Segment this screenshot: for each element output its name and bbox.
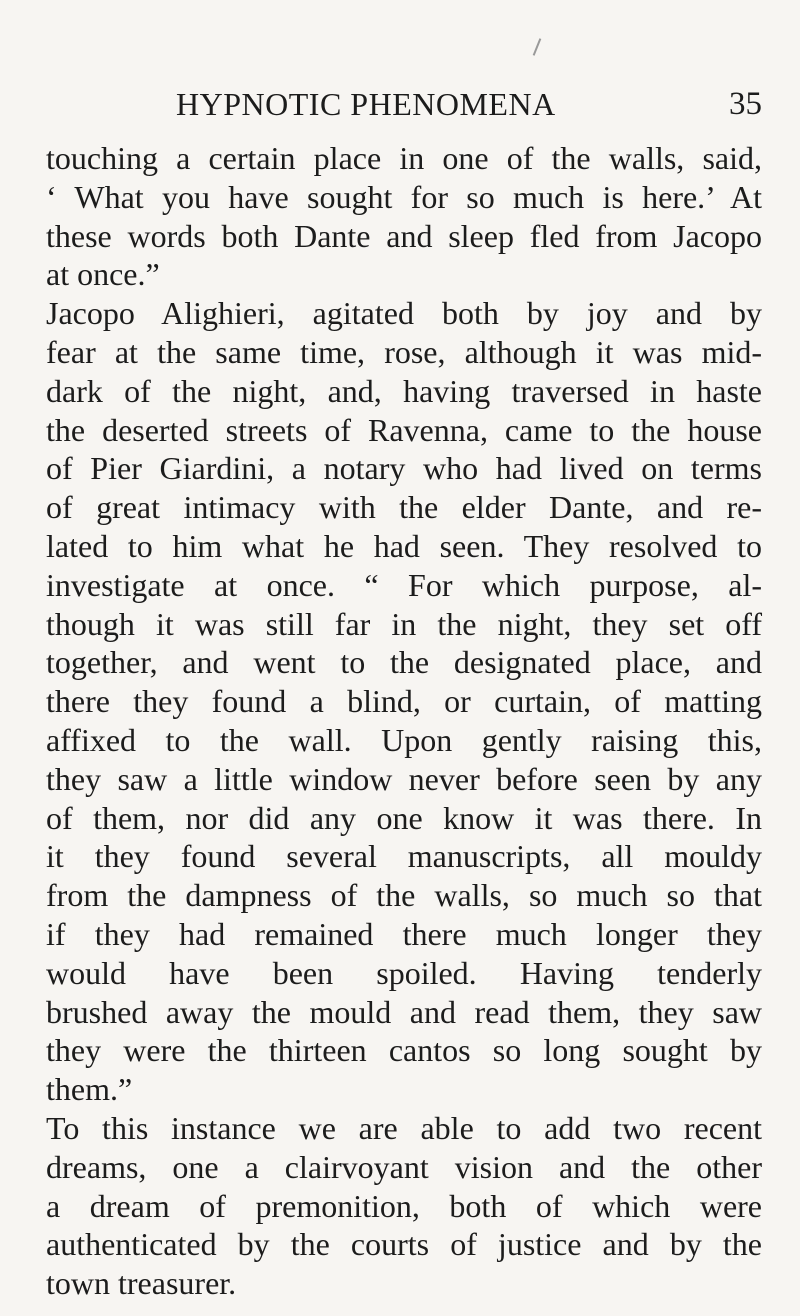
text-line: touching a certain place in one of the walls, said,: [46, 140, 762, 176]
text-line: ‘ What you have sought for so much is here.’ At: [46, 178, 762, 215]
text-line: the deserted streets of Ravenna, came to the house: [46, 411, 762, 448]
text-line: fear at the same time, rose, although it was mid-: [46, 333, 762, 370]
text-line: a dream of premonition, both of which were: [46, 1187, 762, 1224]
page-header: [46, 86, 762, 130]
text-line: investigate at once. “ For which purpose, al-: [46, 566, 762, 603]
text-line: would have been spoiled. Having tenderly: [46, 954, 762, 991]
text-line: dark of the night, and, having traversed in haste: [46, 372, 762, 409]
text-line: they saw a little window never before seen by any: [46, 760, 762, 797]
text-line: authenticated by the courts of justice and by the: [46, 1226, 762, 1263]
text-line: of Pier Giardini, a notary who had lived on terms: [46, 450, 762, 487]
text-line: they were the thirteen cantos so long sought by: [46, 1032, 762, 1069]
text-line: To this instance we are able to add two recent: [46, 1109, 762, 1146]
text-line: them.”: [46, 1071, 133, 1108]
text-line: dreams, one a clairvoyant vision and the other: [46, 1148, 762, 1185]
text-line: lated to him what he had seen. They resolved to: [46, 527, 762, 564]
body-text: [46, 139, 762, 1303]
text-line: Jacopo Alighieri, agitated both by joy and by: [46, 295, 762, 332]
text-line: of them, nor did any one know it was there. In: [46, 799, 762, 836]
text-line: together, and went to the designated place, and: [46, 644, 762, 681]
text-line: town treasurer.: [46, 1265, 237, 1302]
text-line: it they found several manuscripts, all mouldy: [46, 838, 762, 875]
text-line: these words both Dante and sleep fled from Jacopo: [46, 217, 762, 254]
stray-mark: [533, 38, 542, 55]
text-line: affixed to the wall. Upon gently raising this,: [46, 721, 762, 758]
text-line: there they found a blind, or curtain, of matting: [46, 683, 762, 720]
page-number: 35: [729, 86, 762, 122]
text-line: at once.”: [46, 256, 160, 293]
text-line: if they had remained there much longer they: [46, 915, 762, 952]
text-line: brushed away the mould and read them, they saw: [46, 993, 762, 1030]
running-head: HYPNOTIC PHENOMENA: [176, 86, 556, 122]
text-line: from the dampness of the walls, so much so that: [46, 877, 762, 914]
text-line: though it was still far in the night, they set off: [46, 605, 762, 642]
text-line: of great intimacy with the elder Dante, and re-: [46, 489, 762, 526]
